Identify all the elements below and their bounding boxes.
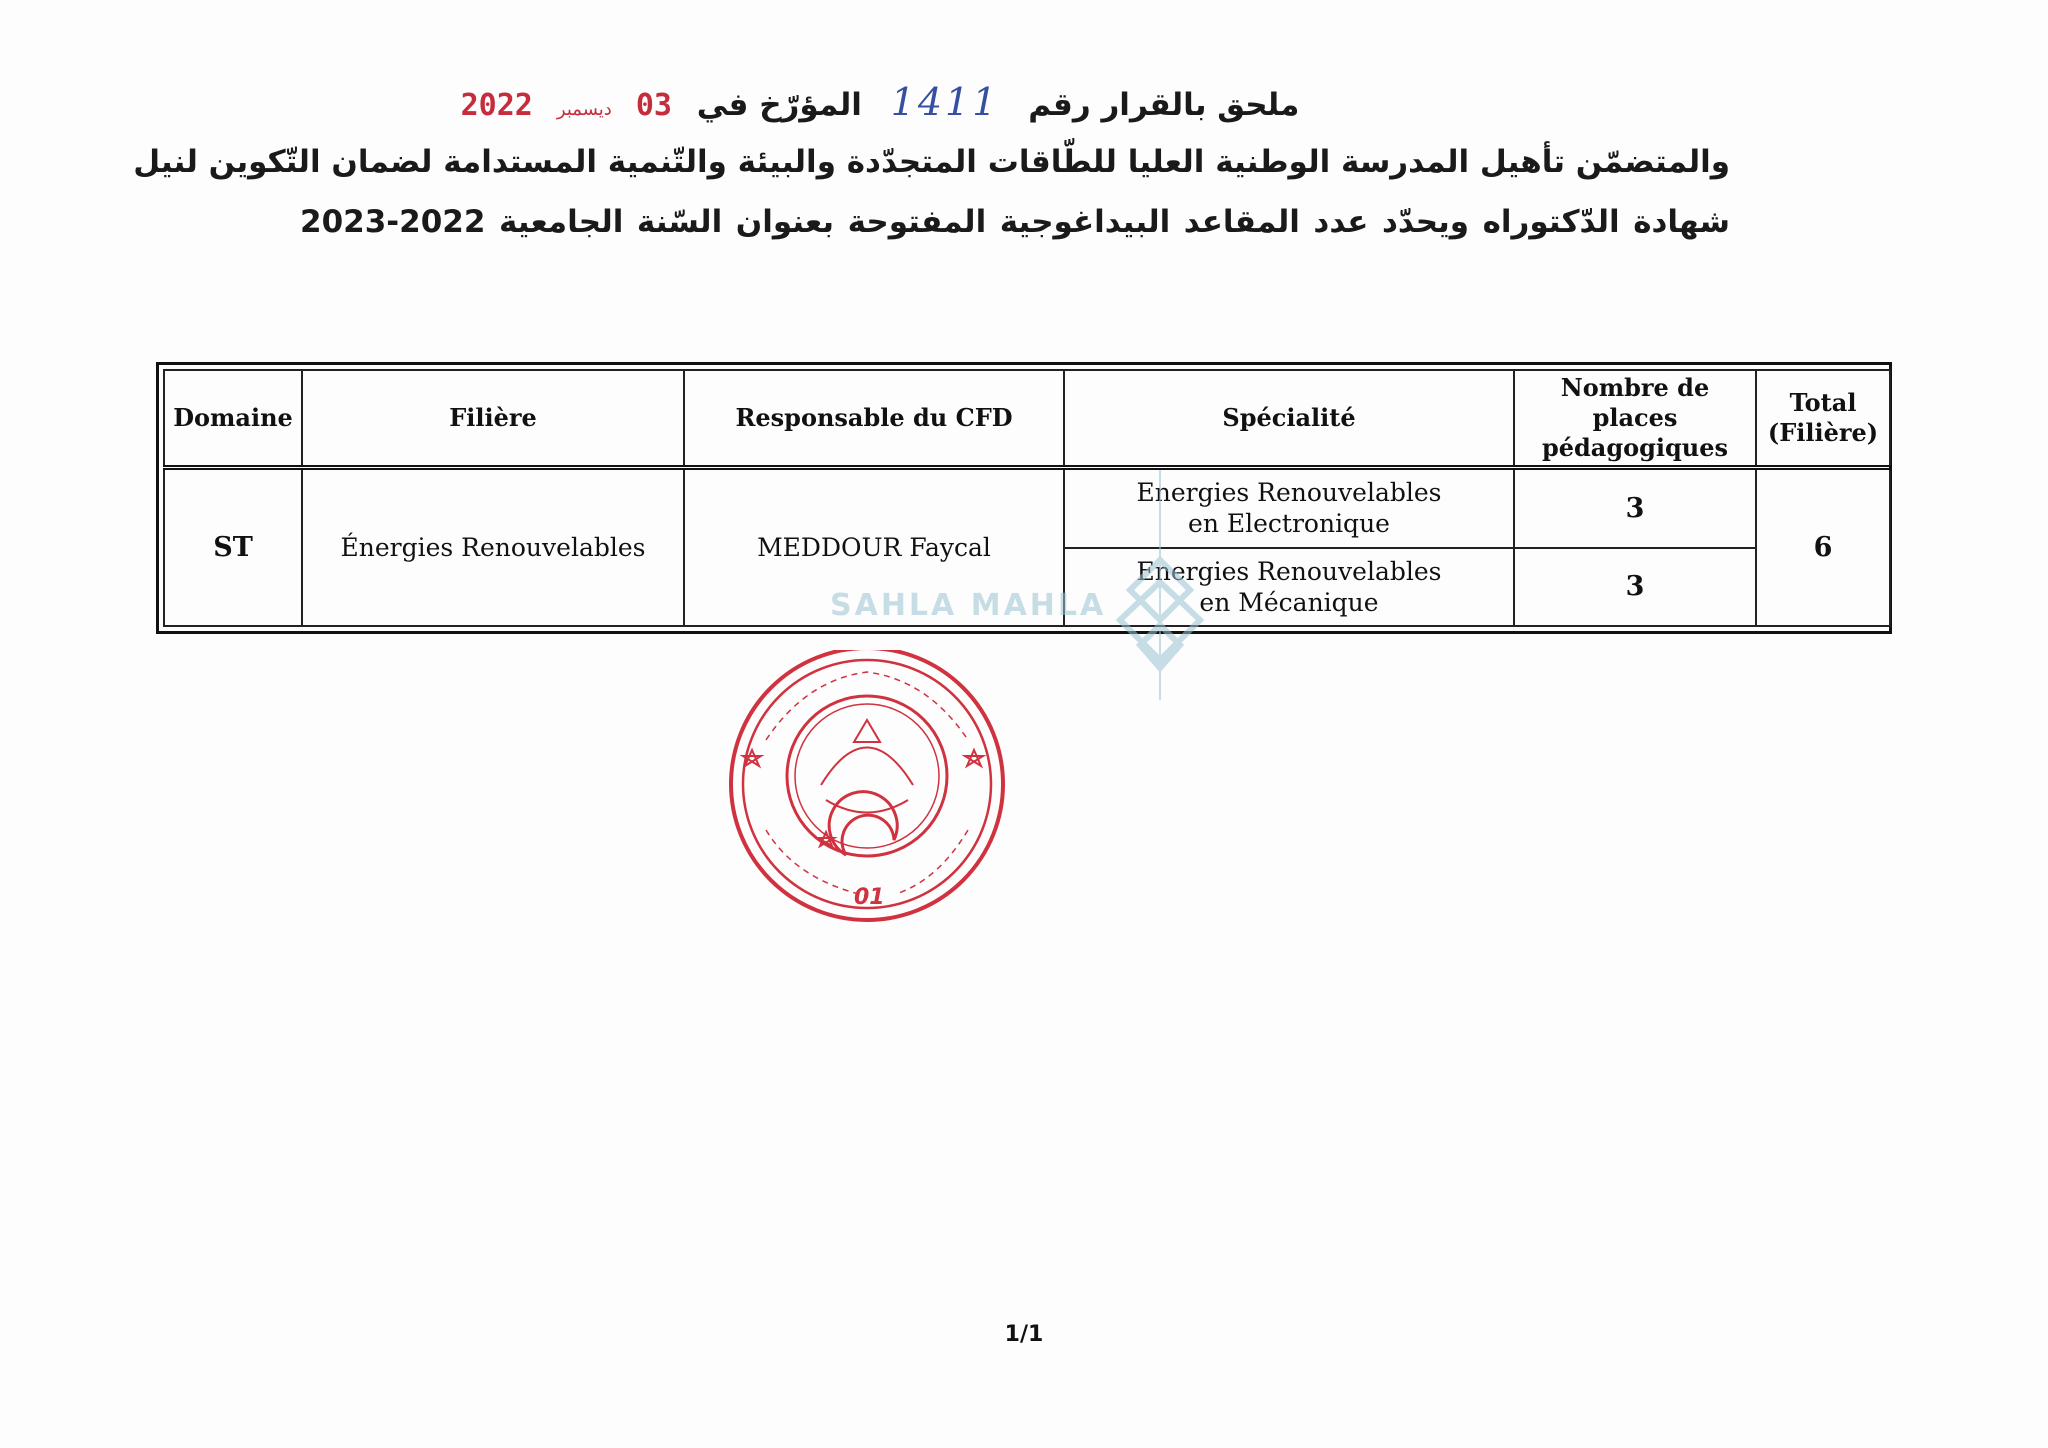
- header-total: [1756, 370, 1890, 468]
- header-places-line1: Nombre de places: [1560, 373, 1710, 432]
- specialite-2-line1: Energies Renouvelables: [1136, 556, 1442, 586]
- header-total-line2: (Filière): [1767, 418, 1879, 447]
- table-header-row: [164, 370, 1890, 468]
- document-header: [133, 72, 1730, 252]
- page-number: 1/1: [1004, 1322, 1044, 1347]
- cell-places-1: 3: [1514, 468, 1756, 548]
- header-specialite: Spécialité: [1064, 370, 1514, 468]
- specialite-2-line2: en Mécanique: [1199, 587, 1379, 617]
- stamp-day: 03: [635, 88, 672, 123]
- table-row: [164, 468, 1890, 548]
- header-line-3: شهادة الدّكتوراه ويحدّد عدد المقاعد البيداغوجية المفتوحة بعنوان السّنة الجامعية 2022-2023: [300, 204, 1730, 240]
- header-line-1: [300, 72, 1730, 132]
- header-prefix: ملحق بالقرار رقم: [1028, 87, 1300, 123]
- cell-responsable: MEDDOUR Faycal: [684, 468, 1064, 627]
- header-places-line2: pédagogiques: [1541, 433, 1729, 462]
- header-domaine: Domaine: [164, 370, 302, 468]
- cell-filiere: Énergies Renouvelables: [302, 468, 684, 627]
- date-stamp: [461, 88, 672, 123]
- stamp-year: 2022: [460, 88, 533, 123]
- header-filiere: Filière: [302, 370, 684, 468]
- header-responsable: Responsable du CFD: [684, 370, 1064, 468]
- seal-number: 01: [854, 885, 885, 910]
- decision-number: 1411: [890, 80, 1000, 124]
- places-table-frame: [156, 362, 1892, 634]
- watermark-text: SAHLA MAHLA: [830, 588, 1107, 623]
- official-seal-icon: [726, 650, 1008, 922]
- cell-total: 6: [1756, 468, 1890, 627]
- header-places: [1514, 370, 1756, 468]
- specialite-1-line2: en Electronique: [1188, 509, 1390, 539]
- header-line-2: والمتضمّن تأهيل المدرسة الوطنية العليا للطّاقات المتجدّدة والبيئة والتّنمية المستدامة لضمان التّكوين لنيل: [133, 144, 1730, 180]
- cell-specialite-2: [1064, 548, 1514, 626]
- cell-specialite-1: [1064, 468, 1514, 548]
- cell-places-2: 3: [1514, 548, 1756, 626]
- header-dated: المؤرّخ في: [696, 87, 862, 123]
- places-table: [163, 369, 1891, 627]
- stamp-month: ديسمبر: [556, 99, 612, 120]
- header-total-line1: Total: [1789, 388, 1857, 417]
- cell-domaine: ST: [164, 468, 302, 627]
- specialite-1-line1: Energies Renouvelables: [1136, 478, 1442, 508]
